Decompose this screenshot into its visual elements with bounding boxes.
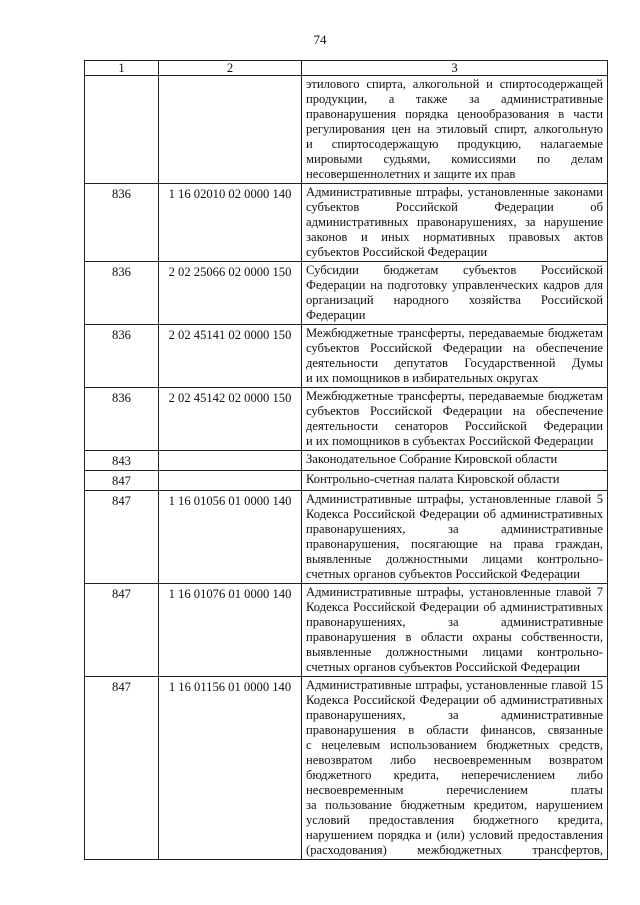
table-row	[85, 325, 608, 388]
description-line: бюджетного кредита, неперечислением либо	[306, 768, 603, 782]
table-row	[85, 584, 608, 677]
description-line: правонарушения в области финансов, связанные	[306, 723, 603, 737]
column-header-2: 2	[159, 61, 302, 76]
page-number: 74	[313, 32, 327, 47]
description-cell	[302, 491, 608, 584]
description-line: Федерации на подготовку управленческих кадров для	[306, 278, 603, 292]
description-line: невозвратом либо несвоевременным возвратом	[306, 753, 603, 767]
description-cell	[302, 262, 608, 325]
description-line: регулирования цен на этиловый спирт, алкогольную	[306, 122, 603, 136]
description-line: правонарушения в области охраны собственности,	[306, 630, 603, 644]
description-cell	[302, 325, 608, 388]
admin-code-cell: 836	[85, 325, 159, 388]
description-line: субъектов Российской Федерации на обеспечение	[306, 341, 603, 355]
description-line: выявленные должностными лицами контрольно-	[306, 552, 603, 566]
description-line: Контрольно-счетная палата Кировской области	[306, 472, 560, 486]
budget-code-cell	[159, 471, 302, 491]
description-cell	[302, 76, 608, 184]
description-cell	[302, 388, 608, 451]
description-line: выявленные должностными лицами контрольно-	[306, 645, 603, 659]
column-header-1: 1	[85, 61, 159, 76]
description-line: Административные штрафы, установленные главой 5	[306, 492, 603, 506]
description-line: несвоевременным перечислением платы	[306, 783, 603, 797]
table-row	[85, 471, 608, 491]
budget-code-cell: 1 16 01156 01 0000 140	[159, 677, 302, 860]
budget-code-cell: 2 02 45142 02 0000 150	[159, 388, 302, 451]
admin-code-cell: 847	[85, 677, 159, 860]
description-line: Административные штрафы, установленные главой 15	[306, 678, 603, 692]
table-header-row	[85, 61, 608, 76]
description-line: нарушением порядка и (или) условий предоставления	[306, 828, 603, 842]
description-line: и их помощников в субъектах Российской Федерации	[306, 434, 594, 448]
description-line: законов и иных нормативных правовых актов	[306, 230, 603, 244]
table-body	[85, 76, 608, 860]
description-line: деятельности депутатов Государственной Думы	[306, 356, 603, 370]
admin-code-cell: 836	[85, 388, 159, 451]
column-header-3: 3	[302, 61, 608, 76]
admin-code-cell: 847	[85, 471, 159, 491]
description-line: за пользование бюджетным кредитом, нарушением	[306, 798, 603, 812]
admin-code-cell: 836	[85, 262, 159, 325]
table-row	[85, 491, 608, 584]
description-line: Межбюджетные трансферты, передаваемые бюджетам	[306, 326, 603, 340]
description-line: субъектов Российской Федерации	[306, 245, 488, 259]
budget-code-cell: 1 16 01056 01 0000 140	[159, 491, 302, 584]
description-line: с нецелевым использованием бюджетных средств,	[306, 738, 603, 752]
description-line: Федерации	[306, 308, 366, 322]
table-row	[85, 388, 608, 451]
description-cell	[302, 184, 608, 262]
budget-code-cell	[159, 76, 302, 184]
admin-code-cell	[85, 76, 159, 184]
description-line: организаций народного хозяйства Российской	[306, 293, 603, 307]
table-row	[85, 677, 608, 860]
budget-code-cell: 2 02 25066 02 0000 150	[159, 262, 302, 325]
description-cell	[302, 451, 608, 471]
description-line: и спиртосодержащую продукцию, налагаемые	[306, 137, 603, 151]
budget-code-cell: 1 16 02010 02 0000 140	[159, 184, 302, 262]
description-line: Субсидии бюджетам субъектов Российской	[306, 263, 603, 277]
description-line: Административные штрафы, установленные главой 7	[306, 585, 603, 599]
description-line: правонарушениях, за административные	[306, 615, 603, 629]
description-cell	[302, 584, 608, 677]
budget-code-cell: 1 16 01076 01 0000 140	[159, 584, 302, 677]
description-line: Межбюджетные трансферты, передаваемые бюджетам	[306, 389, 603, 403]
description-line: правонарушениях, за административные	[306, 708, 603, 722]
table-row	[85, 451, 608, 471]
admin-code-cell: 847	[85, 584, 159, 677]
description-line: продукции, а также за административные	[306, 92, 603, 106]
description-line: Административные штрафы, установленные законами	[306, 185, 603, 199]
revenue-codes-table	[84, 60, 608, 860]
table-row	[85, 76, 608, 184]
description-line: субъектов Российской Федерации на обеспечение	[306, 404, 603, 418]
admin-code-cell: 847	[85, 491, 159, 584]
description-line: (расходования) межбюджетных трансфертов,	[306, 843, 603, 857]
description-line: несовершеннолетних и защите их прав	[306, 167, 516, 181]
description-line: этилового спирта, алкогольной и спиртосодержащей	[306, 77, 603, 91]
description-line: правонарушениях, за административные	[306, 522, 603, 536]
description-line: правонарушения, посягающие на права граждан,	[306, 537, 603, 551]
budget-code-cell	[159, 451, 302, 471]
description-line: Кодекса Российской Федерации об административных	[306, 693, 603, 707]
description-line: субъектов Российской Федерации об	[306, 200, 603, 214]
admin-code-cell: 836	[85, 184, 159, 262]
description-line: деятельности сенаторов Российской Федерации	[306, 419, 603, 433]
description-line: счетных органов субъектов Российской Федерации	[306, 567, 581, 581]
description-line: условий предоставления бюджетного кредита,	[306, 813, 603, 827]
table-row	[85, 262, 608, 325]
description-cell	[302, 677, 608, 860]
description-line: и их помощников в избирательных округах	[306, 371, 539, 385]
budget-code-cell: 2 02 45141 02 0000 150	[159, 325, 302, 388]
admin-code-cell: 843	[85, 451, 159, 471]
description-line: счетных органов субъектов Российской Федерации	[306, 660, 581, 674]
description-line: Кодекса Российской Федерации об административных	[306, 507, 603, 521]
description-line: правонарушения порядка ценообразования в части	[306, 107, 603, 121]
description-line: Кодекса Российской Федерации об административных	[306, 600, 603, 614]
description-line: мировыми судьями, комиссиями по делам	[306, 152, 603, 166]
description-cell	[302, 471, 608, 491]
description-line: Законодательное Собрание Кировской области	[306, 452, 558, 466]
description-line: административных правонарушениях, за нарушение	[306, 215, 603, 229]
table-row	[85, 184, 608, 262]
